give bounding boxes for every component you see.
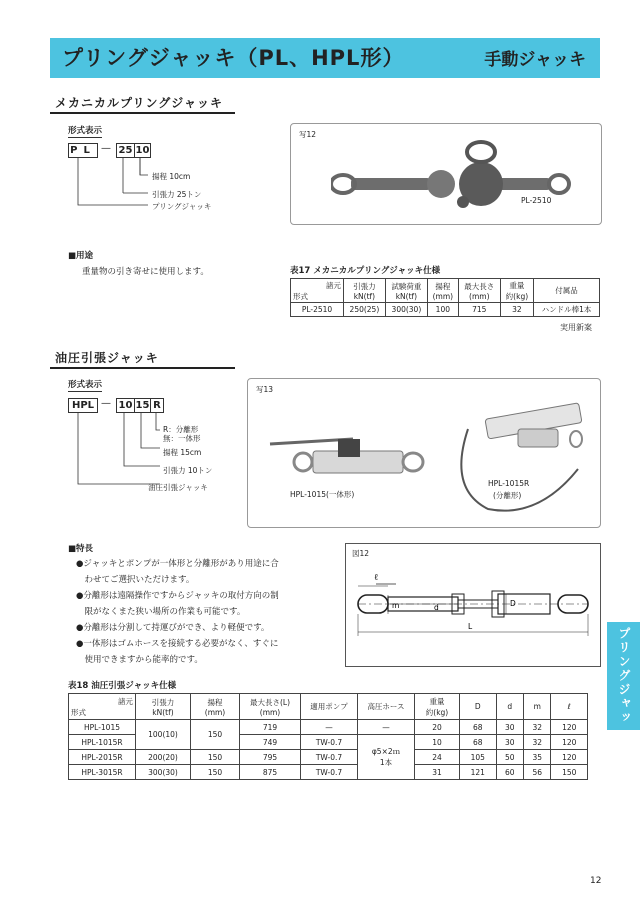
table-row: PL-2510 250(25) 300(30) 100 715 32 ハンドル棒1本 [291, 303, 600, 317]
dim-l: ℓ [374, 573, 379, 583]
dim-m: m [392, 601, 400, 610]
dim-L: L [468, 622, 473, 631]
page-number: 12 [590, 876, 602, 886]
photo-13 [247, 378, 601, 528]
table-18-header [69, 694, 588, 720]
list-item: わせてご選択いただけます。 [76, 575, 195, 585]
photo-12-label: 写12 [299, 130, 317, 139]
table-18-col: 高圧ホース [358, 694, 415, 720]
hyd-code-force: 10 [116, 398, 135, 413]
table-row: HPL-1015 100(10) 150 719 — — 20 68 30 32 120 [69, 720, 588, 735]
table-17-title: 表17 メカニカルプリングジャッキ仕様 [290, 266, 441, 276]
hyd-code-stroke: 15 [135, 400, 150, 411]
features-list [76, 556, 346, 668]
table-18-col: D [460, 694, 497, 720]
mech-code-stroke: 10 [135, 145, 150, 156]
hyd-model-label: 形式表示 [68, 380, 103, 390]
table-18-col: 重量 約(kg) [415, 694, 460, 720]
photo-12 [290, 123, 602, 225]
hyd-legend-force: 引張力 10トン [163, 466, 213, 475]
mech-code-force: 25 [116, 143, 135, 158]
list-item: 使用できますから能率的です。 [76, 655, 203, 665]
hyd-code-dash: — [101, 398, 111, 409]
table-row: HPL-3015R 300(30) 150 875 TW-0.7 31 121 60 56 150 [69, 765, 588, 780]
mech-section-title: メカニカルプリングジャッキ [55, 96, 224, 110]
table-17-col: 試験荷重 kN(tf) [385, 279, 427, 303]
dim-d: d [434, 603, 439, 612]
table-18-col: 最大長さ(L) (mm) [240, 694, 301, 720]
mech-legend-stroke: 揚程 10cm [152, 172, 191, 181]
dim-D: D [510, 599, 516, 608]
table-18-col: m [523, 694, 550, 720]
table-18-col: 適用ポンプ [301, 694, 358, 720]
photo-13-label: 写13 [256, 385, 274, 394]
table-18-col: d [496, 694, 523, 720]
list-item: 限がなくまた狭い場所の作業も可能です。 [76, 607, 246, 617]
mech-section-rule [50, 112, 235, 114]
table-17-col: 引張力 kN(tf) [344, 279, 386, 303]
table-18-col: 揚程 (mm) [191, 694, 240, 720]
list-item: ●分離形は分割して持運びができ、より軽便です。 [76, 623, 270, 633]
photo-13-caption-integral: HPL-1015(一体形) [290, 490, 355, 499]
hyd-code-hpl: HPL [68, 398, 98, 413]
figure-12-drawing [346, 544, 600, 666]
hyd-legend-integral: 無：一体形 [163, 434, 201, 443]
table-17-header [291, 279, 600, 303]
table-18-col: ℓ [551, 694, 588, 720]
table-row: HPL-2015R 200(20) 150 795 TW-0.7 24 105 50 35 120 [69, 750, 588, 765]
page-title: プリングジャッキ（PL、HPL形） [62, 46, 405, 70]
list-item: ●一体形はゴムホースを接続する必要がなく、すぐに [76, 639, 279, 649]
hyd-section-title: 油圧引張ジャッキ [55, 351, 159, 365]
table-17-col: 付属品 [533, 279, 599, 303]
use-text: 重量物の引き寄せに使用します。 [82, 267, 209, 277]
use-title: ■用途 [68, 251, 94, 261]
table-18-corner: 諸元 形式 [69, 694, 136, 720]
table-17-col: 最大長さ (mm) [458, 279, 500, 303]
patent-note: 実用新案 [560, 323, 592, 332]
mech-code-dash: — [101, 143, 111, 154]
mech-legend-type: プリングジャッキ [152, 202, 212, 211]
photo-13-caption-split-type: (分離形) [493, 491, 522, 500]
hyd-legend-split: R：分離形 [163, 425, 199, 434]
table-17-col: 重量 約(kg) [500, 279, 533, 303]
category-title: 手動ジャッキ [484, 50, 586, 70]
list-item: ●分離形は遠隔操作ですからジャッキの取付方向の制 [76, 591, 279, 601]
photo-12-caption: PL-2510 [521, 196, 552, 205]
photo-13-caption-split-model: HPL-1015R [488, 479, 530, 488]
table-17-corner: 諸元 形式 [291, 279, 344, 303]
table-18-title: 表18 油圧引張ジャッキ仕様 [68, 681, 177, 691]
table-18 [68, 693, 588, 780]
table-row: HPL-1015R 749 TW-0.7 φ5×2ｍ 1本 10 68 30 32 120 [69, 735, 588, 750]
hyd-legend-type: 油圧引張ジャッキ [148, 483, 208, 492]
mech-code-pl: PL [68, 143, 98, 158]
mech-model-label: 形式表示 [68, 126, 103, 136]
figure-12 [345, 543, 601, 667]
page-header [50, 38, 600, 78]
figure-12-label: 図12 [352, 549, 370, 558]
side-tab: プリングジャッキ [607, 622, 640, 730]
table-17 [290, 278, 600, 317]
hyd-legend-stroke: 揚程 15cm [163, 448, 202, 457]
table-17-col: 揚程 (mm) [428, 279, 459, 303]
mech-legend-force: 引張力 25トン [152, 190, 202, 199]
hyd-code-type: R [150, 398, 164, 413]
list-item: ●ジャッキとポンプが一体形と分離形があり用途に合 [76, 559, 279, 569]
table-18-col: 引張力 kN(tf) [136, 694, 191, 720]
hyd-section-rule [50, 367, 235, 369]
hpl-jack-illustration [258, 399, 598, 524]
features-title: ■特長 [68, 544, 94, 554]
